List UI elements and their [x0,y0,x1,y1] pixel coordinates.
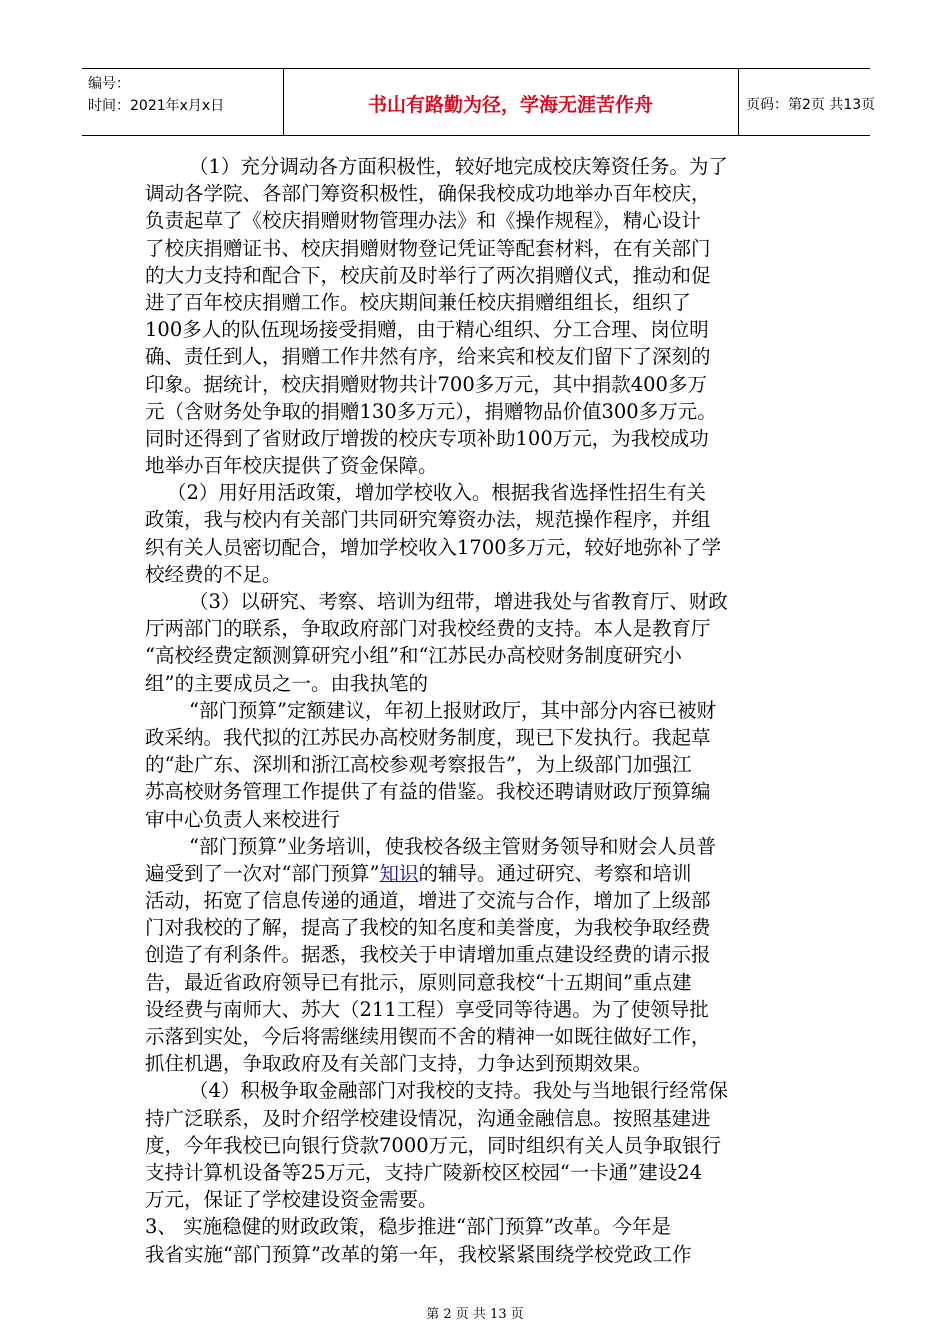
text-line [145,806,807,833]
text-segment: 遍受到了一次对“部门预算” [145,861,380,885]
text-segment: 组”的主要成员之一。由我执笔的 [145,671,428,695]
text-line [145,1186,807,1213]
text-segment: 支持计算机设备等25万元，支持广陵新校区校园“一卡通”建设24 [145,1160,703,1184]
text-line [145,941,807,968]
text-segment: 活动，拓宽了信息传递的通道，增进了交流与合作，增加了上级部 [145,889,711,913]
text-segment: （3）以研究、考察、培训为纽带，增进我处与省教育厅、财政 [189,590,728,613]
text-segment: 印象。据统计，校庆捐赠财物共计700多万元，其中捐款400多万 [145,372,707,396]
text-segment: “部门预算”业务培训，使我校各级主管财务领导和财会人员普 [189,834,716,858]
text-line [145,207,807,234]
text-line [145,316,807,343]
text-segment: （1）充分调动各方面积极性，较好地完成校庆筹资任务。为了 [189,155,728,178]
text-segment: 万元，保证了学校建设资金需要。 [145,1188,438,1212]
text-segment: 的辅导。通过研究、考察和培训 [418,861,692,885]
text-line [145,833,807,860]
text-line [145,887,807,914]
text-segment: 负责起草了《校庆捐赠财物管理办法》和《操作规程》，精心设计 [145,209,701,233]
text-line [145,778,807,805]
knowledge-link[interactable]: 知识 [379,861,419,885]
text-line [145,1050,807,1077]
text-line [145,969,807,996]
text-segment: 地举办百年校庆提供了资金保障。 [145,454,438,478]
text-segment: 抓住机遇，争取政府及有关部门支持，力争达到预期效果。 [145,1052,653,1076]
text-segment: 3、 实施稳健的财政政策，稳步推进“部门预算”改革。今年是 [145,1215,672,1239]
text-line [145,588,807,615]
document-body [145,153,807,1268]
text-segment: 政策，我与校内有关部门共同研究筹资办法，规范操作程序，并组 [145,508,711,532]
text-segment: 我省实施“部门预算”改革的第一年，我校紧紧围绕学校党政工作 [145,1242,692,1266]
document-date-label: 时间：2021年x月x日 [88,98,225,114]
text-line [145,914,807,941]
header-page-cell [739,69,876,135]
text-segment: “部门预算”定额建议，年初上报财政厅，其中部分内容已被财 [189,698,716,722]
text-line [145,615,807,642]
text-line [145,262,807,289]
text-segment: 审中心负责人来校进行 [145,807,341,831]
text-segment: 门对我校的了解，提高了我校的知名度和美誉度，为我校争取经费 [145,916,711,940]
text-segment: 了校庆捐赠证书、校庆捐赠财物登记凭证等配套材料，在有关部门 [145,236,711,260]
text-line [145,371,807,398]
text-line [145,1132,807,1159]
text-segment: 元（含财务处争取的捐赠130多万元），捐赠物品价值300多万元。 [145,399,717,423]
text-line [145,860,807,887]
text-line [145,670,807,697]
text-segment: 进了百年校庆捐赠工作。校庆期间兼任校庆捐赠组组长，组织了 [145,290,692,314]
text-segment: 确、责任到人，捐赠工作井然有序，给来宾和校友们留下了深刻的 [145,345,711,369]
text-line [145,1023,807,1050]
text-segment: 告，最近省政府领导已有批示，原则同意我校“十五期间”重点建 [145,970,692,994]
text-line [145,697,807,724]
text-line [145,1213,807,1240]
page-header [82,68,876,136]
text-segment: （4）积极争取金融部门对我校的支持。我处与当地银行经常保 [189,1079,728,1103]
text-segment: 厅两部门的联系，争取政府部门对我校经费的支持。本人是教育厅 [145,617,711,641]
text-line [145,479,807,506]
text-segment: 同时还得到了省财政厅增拨的校庆专项补助100万元，为我校成功 [145,426,709,450]
page-footer: 第 2 页 共 13 页 [426,1307,524,1322]
text-segment: 持广泛联系，及时介绍学校建设情况，沟通金融信息。按照基建进 [145,1106,711,1130]
text-segment: （2）用好用活政策，增加学校收入。根据我省选择性招生有关 [167,481,706,505]
text-segment: “高校经费定额测算研究小组”和“江苏民办高校财务制度研究小 [145,644,682,668]
text-line [145,153,807,180]
text-line [145,642,807,669]
text-line [145,452,807,479]
text-line [145,724,807,751]
text-line [145,1241,807,1268]
text-segment: 政采纳。我代拟的江苏民办高校财务制度，现已下发执行。我起草 [145,725,711,749]
text-line [145,235,807,262]
text-line [145,343,807,370]
text-segment: 示落到实处，今后将需继续用锲而不舍的精神一如既往做好工作， [145,1025,711,1048]
text-line [145,506,807,533]
text-segment: 创造了有利条件。据悉，我校关于申请增加重点建设经费的请示报 [145,943,711,967]
header-motto: 书山有路勤为径，学海无涯苦作舟 [367,94,653,116]
text-line [145,1105,807,1132]
text-line [145,751,807,778]
text-line [145,996,807,1023]
text-segment: 苏高校财务管理工作提供了有益的借鉴。我校还聘请财政厅预算编 [145,780,711,804]
text-line [145,534,807,561]
header-page-number: 页码：第2页 共13页 [746,97,876,113]
text-segment: 100多人的队伍现场接受捐赠，由于精心组织、分工合理、岗位明 [145,318,709,342]
text-line [145,1077,807,1104]
text-line [145,180,807,207]
header-motto-cell [283,69,739,135]
text-line [145,398,807,425]
text-segment: 设经费与南师大、苏大（211工程）享受同等待遇。为了使领导批 [145,997,709,1021]
text-line [145,1159,807,1186]
text-segment: 的“赴广东、深圳和浙江高校参观考察报告”，为上级部门加强江 [145,753,692,777]
text-line [145,289,807,316]
document-number-label: 编号： [88,76,130,92]
text-segment: 织有关人员密切配合，增加学校收入1700多万元，较好地弥补了学 [145,535,722,559]
text-line [145,425,807,452]
text-segment: 度，今年我校已向银行贷款7000万元，同时组织有关人员争取银行 [145,1133,722,1157]
text-line [145,561,807,588]
text-segment: 调动各学院、各部门筹资积极性，确保我校成功地举办百年校庆， [145,182,711,206]
text-segment: 的大力支持和配合下，校庆前及时举行了两次捐赠仪式，推动和促 [145,263,711,287]
header-left-cell [82,69,284,135]
text-segment: 校经费的不足。 [145,562,282,586]
